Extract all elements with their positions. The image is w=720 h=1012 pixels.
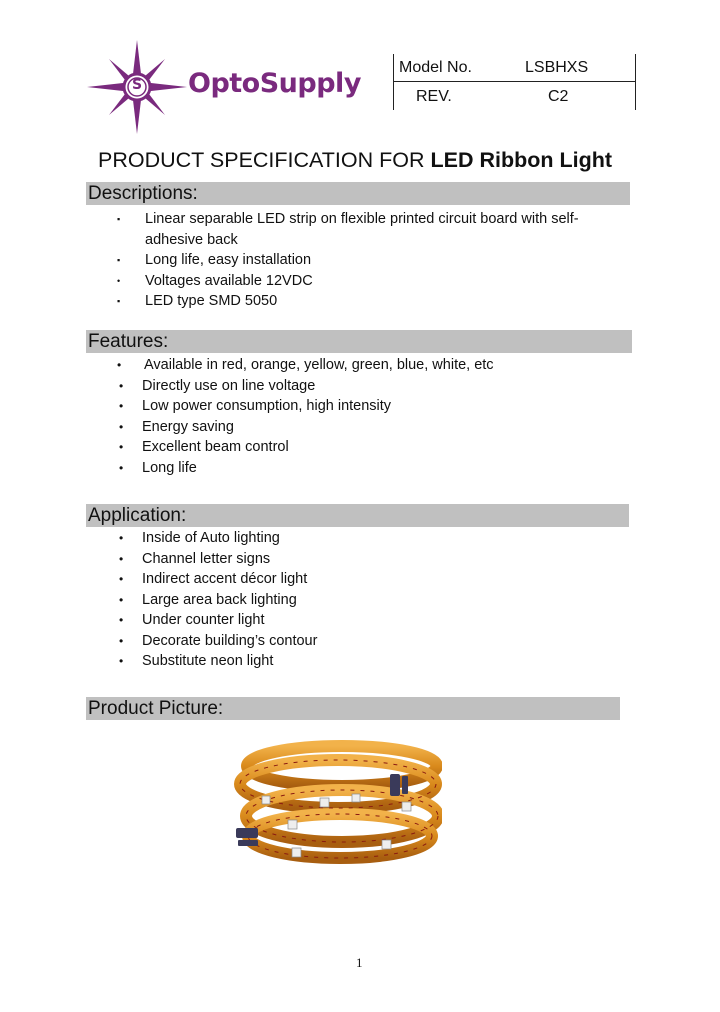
model-number-row bbox=[394, 54, 635, 82]
model-number-value: LSBHXS bbox=[525, 59, 589, 76]
logo-letter: S bbox=[131, 77, 143, 93]
dot-bullet-icon: • bbox=[119, 399, 124, 413]
dot-bullet-icon: • bbox=[117, 358, 122, 372]
dot-bullet-icon: • bbox=[119, 440, 124, 454]
dot-bullet-icon: • bbox=[119, 654, 124, 668]
dot-bullet-icon: • bbox=[117, 275, 121, 286]
square-bullet-icon: ▪ bbox=[117, 255, 121, 265]
page-number: 1 bbox=[356, 955, 363, 970]
features-heading: Features: bbox=[86, 330, 632, 353]
dot-bullet-icon: • bbox=[119, 460, 124, 475]
dot-bullet-icon: • bbox=[119, 551, 124, 566]
revision-label: REV. bbox=[416, 88, 452, 105]
dot-bullet-icon: • bbox=[119, 613, 124, 627]
product-picture-heading: Product Picture: bbox=[86, 697, 620, 720]
title-prefix: PRODUCT SPECIFICATION FOR bbox=[98, 148, 431, 172]
dot-bullet-icon: • bbox=[119, 378, 124, 393]
application-heading: Application: bbox=[86, 504, 629, 527]
brand-name: OptoSupply bbox=[188, 68, 361, 99]
descriptions-heading: Descriptions: bbox=[86, 182, 630, 205]
dot-bullet-icon: • bbox=[119, 633, 124, 648]
dot-bullet-icon: • bbox=[119, 572, 124, 586]
model-info-box bbox=[393, 54, 636, 110]
dot-bullet-icon: • bbox=[119, 592, 124, 607]
dot-bullet-icon: • bbox=[119, 531, 124, 545]
led-ribbon-photo bbox=[232, 736, 442, 866]
revision-row bbox=[394, 82, 635, 109]
model-number-label: Model No. bbox=[399, 59, 472, 76]
title-product: LED Ribbon Light bbox=[430, 148, 612, 172]
dot-bullet-icon: • bbox=[119, 419, 124, 434]
square-bullet-icon: ▪ bbox=[117, 214, 121, 224]
page-title bbox=[98, 148, 612, 173]
square-bullet-icon: ▪ bbox=[117, 296, 121, 306]
revision-value: C2 bbox=[548, 88, 569, 105]
